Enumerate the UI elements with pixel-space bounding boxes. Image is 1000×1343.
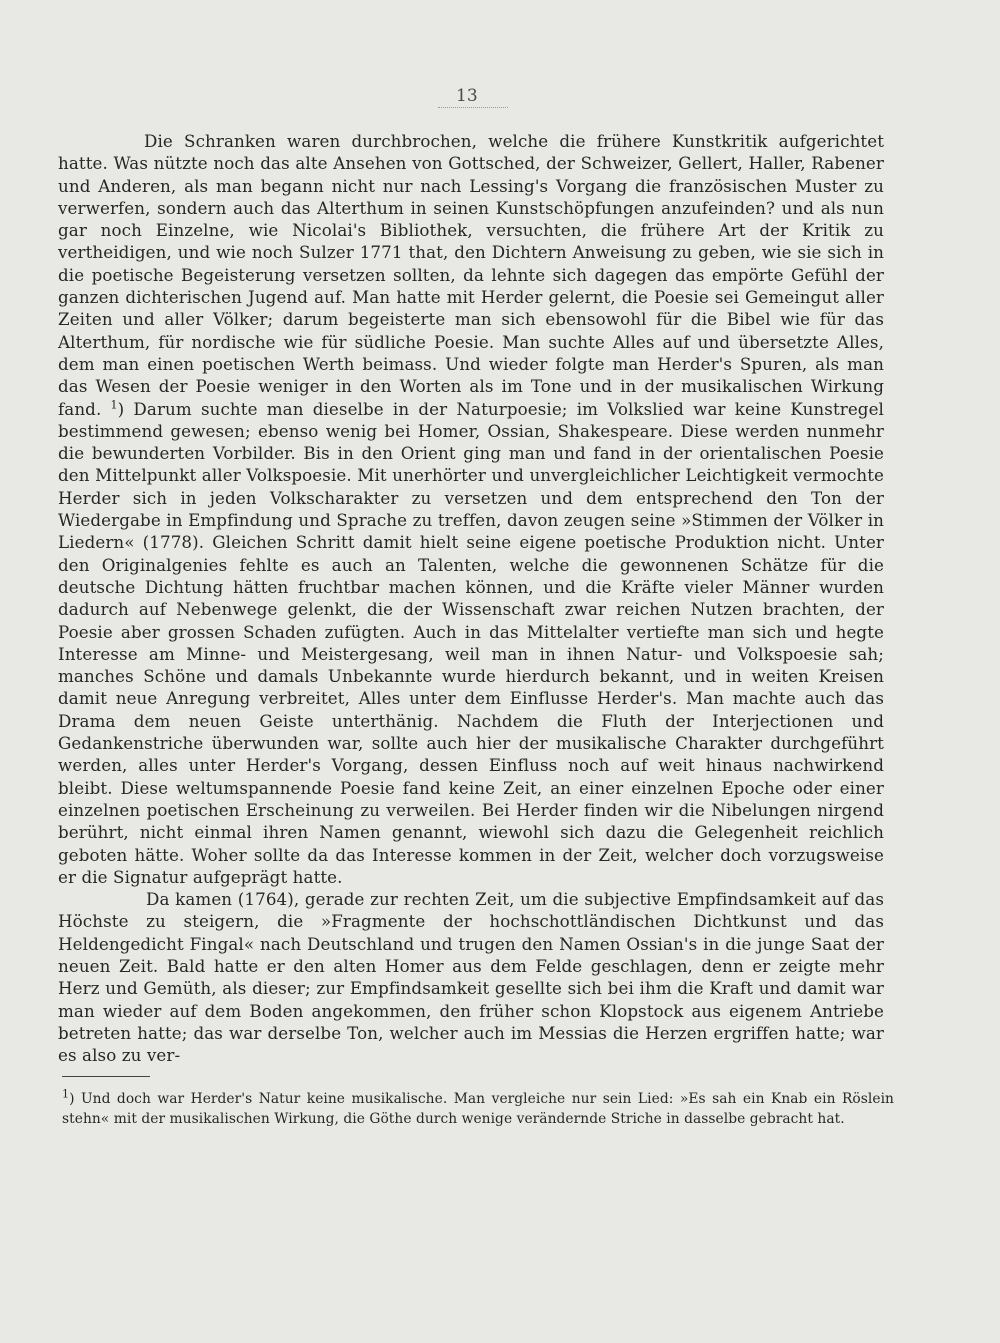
- page-number-ornament: [438, 107, 508, 112]
- footnote-reference-marker: 1: [110, 398, 118, 411]
- footnote-text: ) Und doch war Herder's Natur keine musikalische. Man vergleiche nur sein Lied: »Es sah ein Knab ein Röslein stehn« mit der musikalischen Wirkung, die Göthe durch wenige verändernde Striche in dasselbe gebracht hat.: [62, 1091, 894, 1127]
- paragraph-1-text-part-1: Die Schranken waren durchbrochen, welche die frühere Kunstkritik aufgerichtet hatte. Was nützte noch das alte Ansehen von Gottsched, der Schweizer, Gellert, Haller, Rabener und Anderen, als man begann nicht nur nach Lessing's Vorgang die französischen Muster zu verwerfen, sondern auch das Alterthum in seinen Kunstschöpfungen anzufeinden? und als nun gar noch Einzelne, wie Nicolai's Bibliothek, versuchten, die frühere Art der Kritik zu vertheidigen, und wie noch Sulzer 1771 that, den Dichtern Anweisung zu geben, wie sie sich in die poetische Begeisterung versetzen sollten, da lehnte sich dagegen das empörte Gefühl der ganzen dichterischen Jugend auf. Man hatte mit Herder gelernt, die Poesie sei Gemeingut aller Zeiten und aller Völker; darum begeisterte man sich ebensowohl für die Bibel wie für das Alterthum, für nordische wie für südliche Poesie. Man suchte Alles auf und übersetzte Alles, dem man einen poetischen Werth beimass. Und wieder folgte man Herder's Spuren, als man das Wesen der Poesie weniger in den Worten als im Tone und in der musikalischen Wirkung fand.: [58, 131, 884, 419]
- paragraph-1-text-part-2: ) Darum suchte man dieselbe in der Naturpoesie; im Volkslied war keine Kunstregel bestimmend gewesen; ebenso wenig bei Homer, Ossian, Shakespeare. Diese werden nunmehr die bewunderten Vorbilder. Bis in den Orient ging man und fand in der orientalischen Poesie den Mittelpunkt aller Volkspoesie. Mit unerhörter und unvergleichlicher Leichtigkeit vermochte Herder sich in jeden Volkscharakter zu versetzen und dem entsprechend den Ton der Wiedergabe in Empfindung und Sprache zu treffen, davon zeugen seine »Stimmen der Völker in Liedern« (1778). Gleichen Schritt damit hielt seine eigene poetische Produktion nicht. Unter den Originalgenies fehlte es auch an Talenten, welche die gewonnenen Schätze für die deutsche Dichtung hätten fruchtbar machen können, und die Kräfte vieler Männer wurden dadurch auf Nebenwege gelenkt, die der Wissenschaft zwar reichen Nutzen brachten, der Poesie aber grossen Schaden zufügten. Auch in das Mittelalter vertiefte man sich und hegte Interesse am Minne- und Meistergesang, weil man in ihnen Natur- und Volkspoesie sah; manches Schöne und damals Unbekannte wurde hierdurch bekannt, und in weiten Kreisen damit neue Anregung verbreitet, Alles unter dem Einflusse Herder's. Man machte auch das Drama dem neuen Geiste unterthänig. Nachdem die Fluth der Interjectionen und Gedankenstriche überwunden war, sollte auch hier der musikalische Charakter durchgeführt werden, alles unter Herder's Vorgang, dessen Einfluss noch auf weit hinaus nachwirkend bleibt. Diese weltumspannende Poesie fand keine Zeit, an einer einzelnen Epoche oder einer einzelnen poetischen Erscheinung zu verweilen. Bei Herder finden wir die Nibelungen nirgend berührt, nicht einmal ihren Namen genannt, wiewohl sich dazu die Gelegenheit reichlich geboten hätte. Woher sollte da das Interesse kommen in der Zeit, welcher doch vorzugsweise er die Signatur aufgeprägt hatte.: [58, 398, 884, 887]
- body-text: [58, 130, 884, 1066]
- footnote-marker: 1: [62, 1087, 70, 1101]
- footnote: [62, 1087, 894, 1129]
- footnote-divider: [62, 1076, 150, 1077]
- paragraph-2: Da kamen (1764), gerade zur rechten Zeit, um die subjective Empfindsamkeit auf das Höchste zu steigern, die »Fragmente der hochschottländischen Dichtkunst und das Heldengedicht Fingal« nach Deutschland und trugen den Namen Ossian's in die junge Saat der neuen Zeit. Bald hatte er den alten Homer aus dem Felde geschlagen, denn er zeigte mehr Herz und Gemüth, als dieser; zur Empfindsamkeit gesellte sich bei ihm die Kraft und damit war man wieder auf dem Boden angekommen, den früher schon Klopstock aus eigenem Antriebe betreten hatte; das war derselbe Ton, welcher auch im Messias die Herzen ergriffen hatte; war es also zu ver-: [58, 889, 884, 1066]
- paragraph-1: [58, 130, 884, 888]
- page-number: 13: [456, 86, 478, 106]
